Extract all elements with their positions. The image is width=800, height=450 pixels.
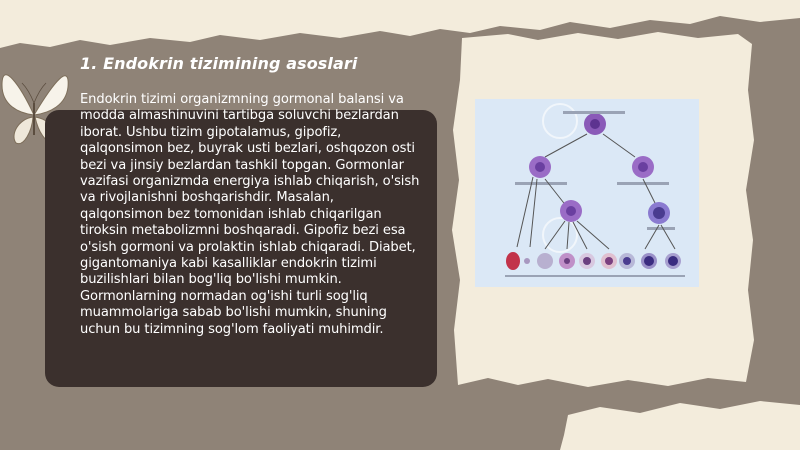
blood-cell-diagram xyxy=(475,99,699,287)
torn-paper-bottom xyxy=(560,395,800,450)
hematopoiesis-diagram-graphic xyxy=(475,99,699,287)
slide-body-text: Endokrin tizimi organizmning gormonal balansi va modda almashinuvini tartibga soluvchi bezlardan iborat. Ushbu tizim gipotalamus, gipofiz, qalqonsimon bez, buyrak usti bezlari, oshqozon osti bezi va jinsiy bezlardan tashkil topgan. Gormonlar vazifasi organizmda energiya ishlab chiqarish, o'sish va rivojlanishni boshqarishdir. Masalan, qalqonsimon bez tomonidan ishlab chiqarilgan tiroksin metabolizmni boshqaradi. Gipofiz bezi esa o'sish gormoni va prolaktin ishlab chiqaradi. Diabet, gigantomaniya kabi kasalliklar endokrin tizimi buzilishlari bilan bog'liq bo'lishi mumkin. Gormonlarning normadan og'ishi turli sog'liq muammolariga sabab bo'lishi mumkin, shuning uchun bu tizimning sog'lom faoliyati muhimdir. xyxy=(80,92,420,337)
slide-title: 1. Endokrin tizimining asoslari xyxy=(80,54,358,73)
